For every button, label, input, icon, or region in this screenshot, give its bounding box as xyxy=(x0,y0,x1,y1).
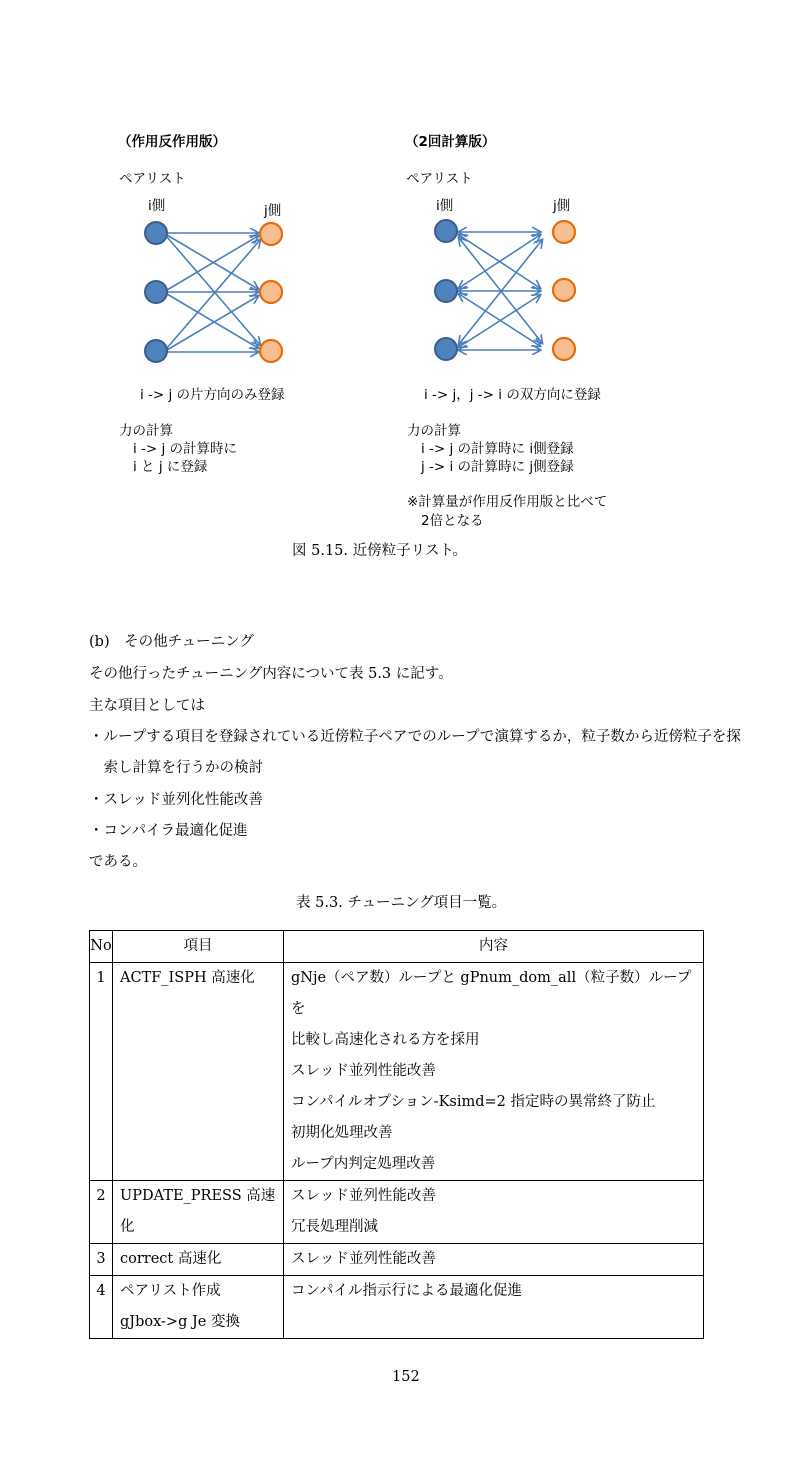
left-force-line-1: 力の計算 xyxy=(119,423,173,439)
bullet-1-line-2: 索し計算を行うかの検討 xyxy=(89,760,263,776)
row-no: 1 xyxy=(90,963,113,1181)
right-pair-diagram xyxy=(0,0,794,400)
row-content-line: 冗長処理削減 xyxy=(291,1219,378,1235)
bullet-1-line-1: ・ループする項目を登録されている近傍粒子ペアでのループで演算するか，粒子数から近傍粒子を探 xyxy=(89,729,741,745)
row-item-line: correct 高速化 xyxy=(120,1251,222,1267)
left-force-line-3: i と j に登録 xyxy=(133,459,208,475)
row-no: 4 xyxy=(90,1276,113,1339)
bullet-3: ・コンパイラ最適化促進 xyxy=(89,823,248,839)
row-item-line: ACTF_ISPH 高速化 xyxy=(120,970,255,986)
row-item-line: gJbox->g Je 変換 xyxy=(120,1314,240,1330)
page-number: 152 xyxy=(392,1369,420,1385)
right-arrows xyxy=(459,232,542,350)
row-content-line: コンパイル指示行による最適化促進 xyxy=(291,1283,522,1299)
row-content xyxy=(284,1181,704,1244)
left-pairlist-label: ペアリスト xyxy=(119,171,186,187)
tuning-table xyxy=(89,930,704,1339)
table-row xyxy=(90,963,704,1181)
row-item xyxy=(113,1181,284,1244)
row-item-line: 化 xyxy=(120,1219,135,1235)
table-row xyxy=(90,1181,704,1244)
left-panel-title: （作用反作用版） xyxy=(118,134,226,150)
left-i-side-label: i側 xyxy=(148,198,166,214)
right-caption: i -> j，j -> i の双方向に登録 xyxy=(424,387,601,403)
row-item xyxy=(113,963,284,1181)
row-content-line: スレッド並列性能改善 xyxy=(291,1063,436,1079)
row-content-line: gNje（ペア数）ループと gPnum_dom_all（粒子数）ループを xyxy=(291,970,692,1017)
row-no: 3 xyxy=(90,1244,113,1276)
right-i-side-label: i側 xyxy=(436,198,454,214)
row-item xyxy=(113,1244,284,1276)
header-no: No xyxy=(90,931,113,963)
table-header-row xyxy=(90,931,704,963)
row-item xyxy=(113,1276,284,1339)
row-content xyxy=(284,1244,704,1276)
paragraph-2: 主な項目としては xyxy=(89,698,205,714)
row-content xyxy=(284,963,704,1181)
right-i-nodes xyxy=(435,220,457,360)
section-heading: (b) その他チューニング xyxy=(89,634,254,650)
right-pairlist-label: ペアリスト xyxy=(406,171,473,187)
figure-caption: 図 5.15. 近傍粒子リスト。 xyxy=(292,543,468,559)
table-caption: 表 5.3. チューニング項目一覧。 xyxy=(296,895,507,911)
row-item-line: ペアリスト作成 xyxy=(120,1283,221,1299)
row-content-line: スレッド並列性能改善 xyxy=(291,1251,436,1267)
row-content-line: 初期化処理改善 xyxy=(291,1125,393,1141)
right-panel-title: （2回計算版） xyxy=(405,134,496,150)
left-force-line-2: i -> j の計算時に xyxy=(133,441,238,457)
paragraph-1: その他行ったチューニング内容について表 5.3 に記す。 xyxy=(89,666,453,682)
right-force-line-1: 力の計算 xyxy=(407,423,461,439)
header-item: 項目 xyxy=(113,931,284,963)
right-force-line-2: i -> j の計算時に i側登録 xyxy=(421,441,574,457)
right-force-line-3: j -> i の計算時に j側登録 xyxy=(421,459,574,475)
row-item-line: UPDATE_PRESS 高速 xyxy=(120,1188,276,1204)
table-row xyxy=(90,1244,704,1276)
bullet-2: ・スレッド並列化性能改善 xyxy=(89,792,263,808)
row-content-line: 比較し高速化される方を採用 xyxy=(291,1032,480,1048)
row-content xyxy=(284,1276,704,1339)
row-content-line: ループ内判定処理改善 xyxy=(291,1156,436,1172)
row-no: 2 xyxy=(90,1181,113,1244)
left-j-side-label: j側 xyxy=(264,203,282,219)
right-note-line-1: ※計算量が作用反作用版と比べて xyxy=(407,494,608,510)
table-row xyxy=(90,1276,704,1339)
row-content-line: スレッド並列性能改善 xyxy=(291,1188,436,1204)
right-j-nodes xyxy=(553,221,575,360)
right-j-side-label: j側 xyxy=(553,198,571,214)
left-caption: i -> j の片方向のみ登録 xyxy=(140,387,285,403)
row-content-line: コンパイルオプション-Ksimd=2 指定時の異常終了防止 xyxy=(291,1094,656,1110)
header-content: 内容 xyxy=(284,931,704,963)
right-note-line-2: 2倍となる xyxy=(421,513,484,529)
closing-text: である。 xyxy=(89,854,147,870)
